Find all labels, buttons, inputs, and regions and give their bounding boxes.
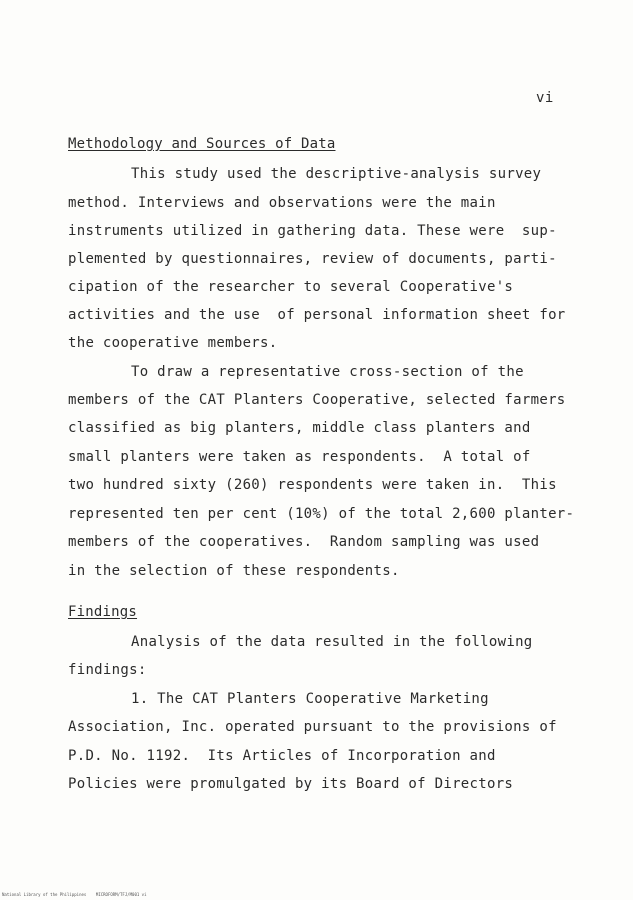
- paragraph-line: Association, Inc. operated pursuant to the provisions of: [68, 719, 557, 735]
- paragraph-line: method. Interviews and observations were the main: [68, 195, 496, 211]
- paragraph-line: classified as big planters, middle class planters and: [68, 420, 531, 436]
- paragraph-line: To draw a representative cross-section of the: [131, 364, 524, 380]
- paragraph-line: Analysis of the data resulted in the following: [131, 634, 533, 650]
- paragraph-line: members of the cooperatives. Random sampling was used: [68, 534, 540, 550]
- paragraph-line: two hundred sixty (260) respondents were taken in. This: [68, 477, 557, 493]
- section-heading-findings: Findings: [68, 604, 138, 620]
- paragraph-line: P.D. No. 1192. Its Articles of Incorporation and: [68, 748, 496, 764]
- paragraph-line: This study used the descriptive-analysis survey: [131, 166, 542, 182]
- paragraph-line: the cooperative members.: [68, 335, 278, 351]
- page-number: vi: [536, 90, 554, 106]
- paragraph-line: members of the CAT Planters Cooperative, selected farmers: [68, 392, 566, 408]
- paragraph-line: in the selection of these respondents.: [68, 563, 400, 579]
- paragraph-line: instruments utilized in gathering data. These were sup-: [68, 223, 557, 239]
- paragraph-line: 1. The CAT Planters Cooperative Marketing: [131, 691, 489, 707]
- paragraph-line: represented ten per cent (10%) of the total 2,600 planter-: [68, 506, 575, 522]
- paragraph-line: activities and the use of personal information sheet for: [68, 307, 566, 323]
- paragraph-line: cipation of the researcher to several Cooperative's: [68, 279, 514, 295]
- microfilm-footer: National Library of the Philippines MICROFORM/TFJ/M001 vi: [2, 892, 147, 897]
- paragraph-line: plemented by questionnaires, review of documents, parti-: [68, 251, 557, 267]
- paragraph-line: findings:: [68, 662, 147, 678]
- paragraph-line: small planters were taken as respondents. A total of: [68, 449, 531, 465]
- paragraph-line: Policies were promulgated by its Board of Directors: [68, 776, 514, 792]
- section-heading-methodology: Methodology and Sources of Data: [68, 136, 336, 152]
